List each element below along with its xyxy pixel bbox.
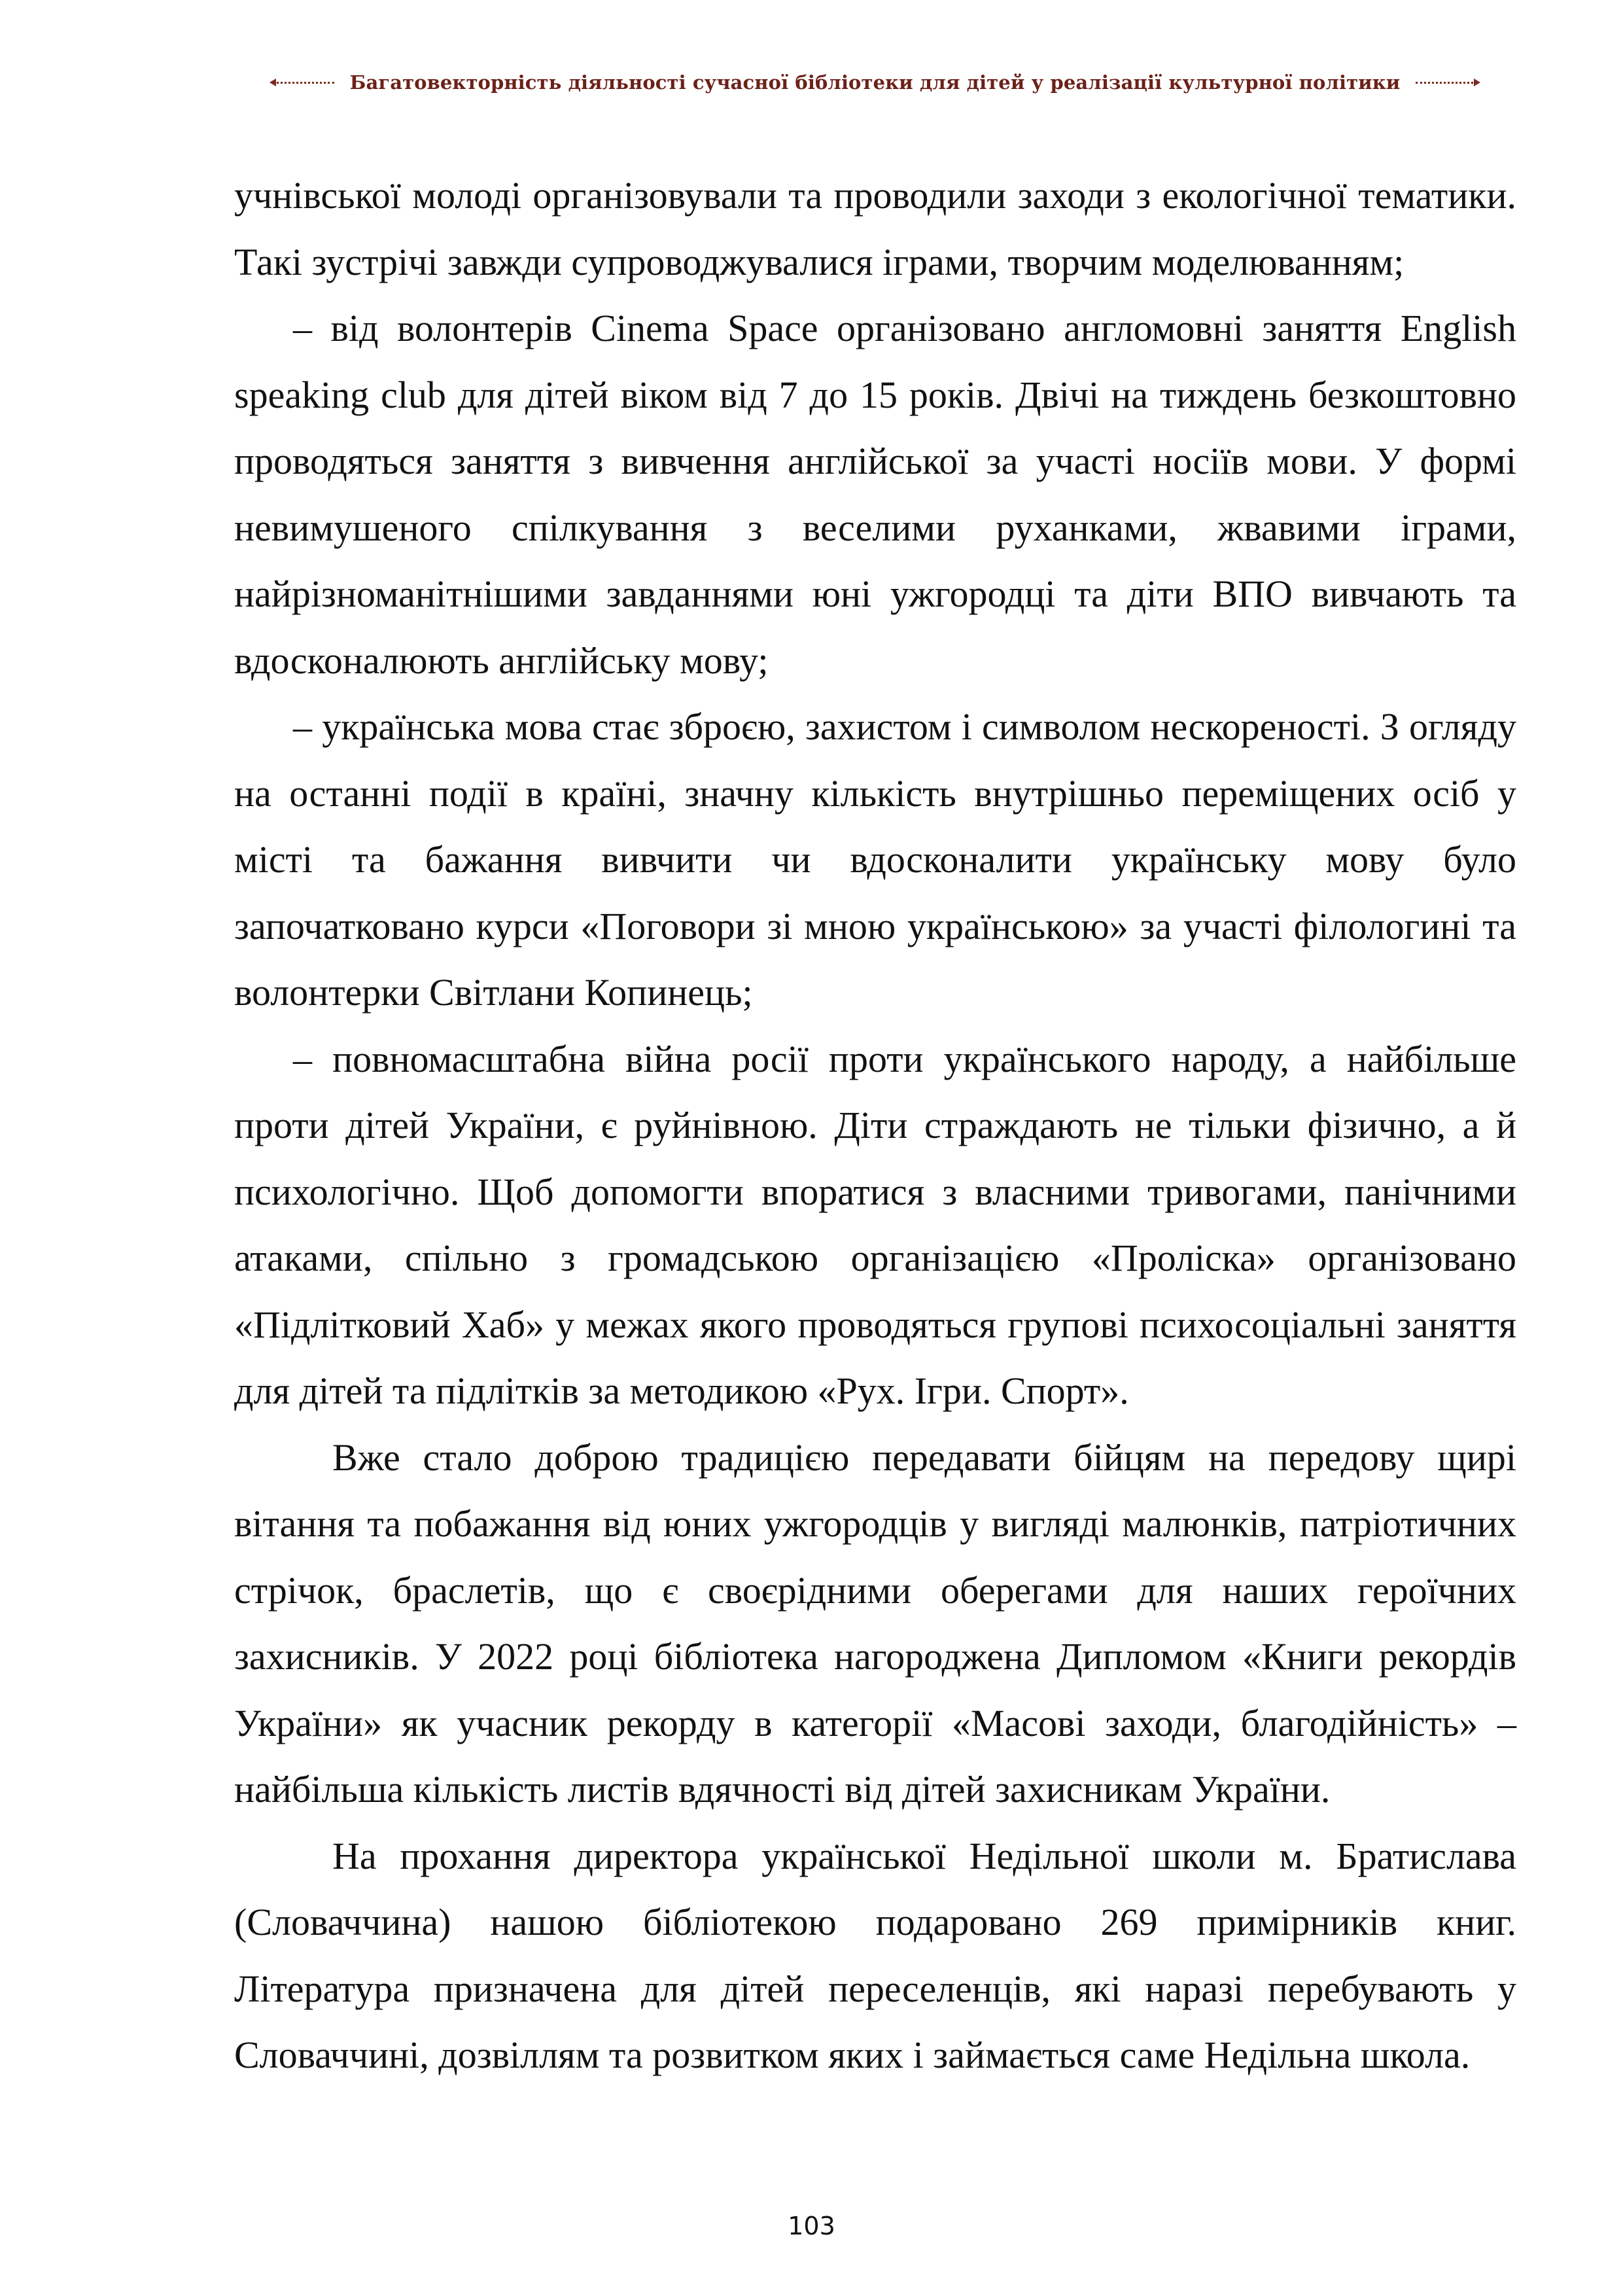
paragraph: Вже стало доброю традицією передавати бійцям на передову щирі вітання та побажання від юних ужгородців у вигляді малюнків, патріотичних стрічок, браслетів, що є своєрідними оберегами для наших героїчних захисників. У 2022 році бібліотека нагороджена Дипломом «Книги рекордів України» як учасник рекорду в категорії «Масові заходи, благодійність» – найбільша кількість листів вдячності від дітей захисникам України. (234, 1436, 1516, 1810)
header-right-arrow-line (1416, 82, 1478, 84)
header-title: Багатовекторність діяльності сучасної бібліотеки для дітей у реалізації культурної політики (349, 71, 1401, 94)
paragraph-list-item: – повномасштабна війна росії проти українського народу, а найбільше проти дітей України, є руйнівною. Діти страждають не тільки фізично, а й психологічно. Щоб допомогти впоратися з власними тривогами, панічними атаками, спільно з громадською організацією «Проліска» організовано «Підлітковий Хаб» у межах якого проводяться групові психосоціальні заняття для дітей та підлітків за методикою «Рух. Ігри. Спорт». (234, 1037, 1516, 1412)
body-text (234, 162, 1516, 2089)
header-left-arrow-line (272, 82, 334, 84)
paragraph-list-item: – українська мова стає зброєю, захистом і символом нескореності. З огляду на останні події в країні, значну кількість внутрішньо переміщених осіб у місті та бажання вивчити чи вдосконалити українську мову було започатковано курси «Поговори зі мною українською» за участі філологині та волонтерки Світлани Копинець; (234, 705, 1516, 1014)
page-number: 103 (788, 2212, 835, 2240)
paragraph-continuation: учнівської молоді організовували та проводили заходи з екологічної тематики. Такі зустрічі завжди супроводжувалися іграми, творчим моделюванням; (234, 174, 1516, 283)
paragraph-list-item: – від волонтерів Cinema Space організовано англомовні заняття English speaking club для дітей віком від 7 до 15 років. Двічі на тиждень безкоштовно проводяться заняття з вивчення англійської за участі носіїв мови. У формі невимушеного спілкування з веселими руханками, жвавими іграми, найрізноманітнішими завданнями юні ужгородці та діти ВПО вивчають та вдосконалюють англійську мову; (234, 307, 1516, 682)
paragraph: На прохання директора української Недільної школи м. Братислава (Словаччина) нашою бібліотекою подаровано 269 примірників книг. Література призначена для дітей переселенців, які наразі перебувають у Словаччині, дозвіллям та розвитком яких і займається саме Недільна школа. (234, 1834, 1516, 2076)
running-header (252, 63, 1498, 102)
